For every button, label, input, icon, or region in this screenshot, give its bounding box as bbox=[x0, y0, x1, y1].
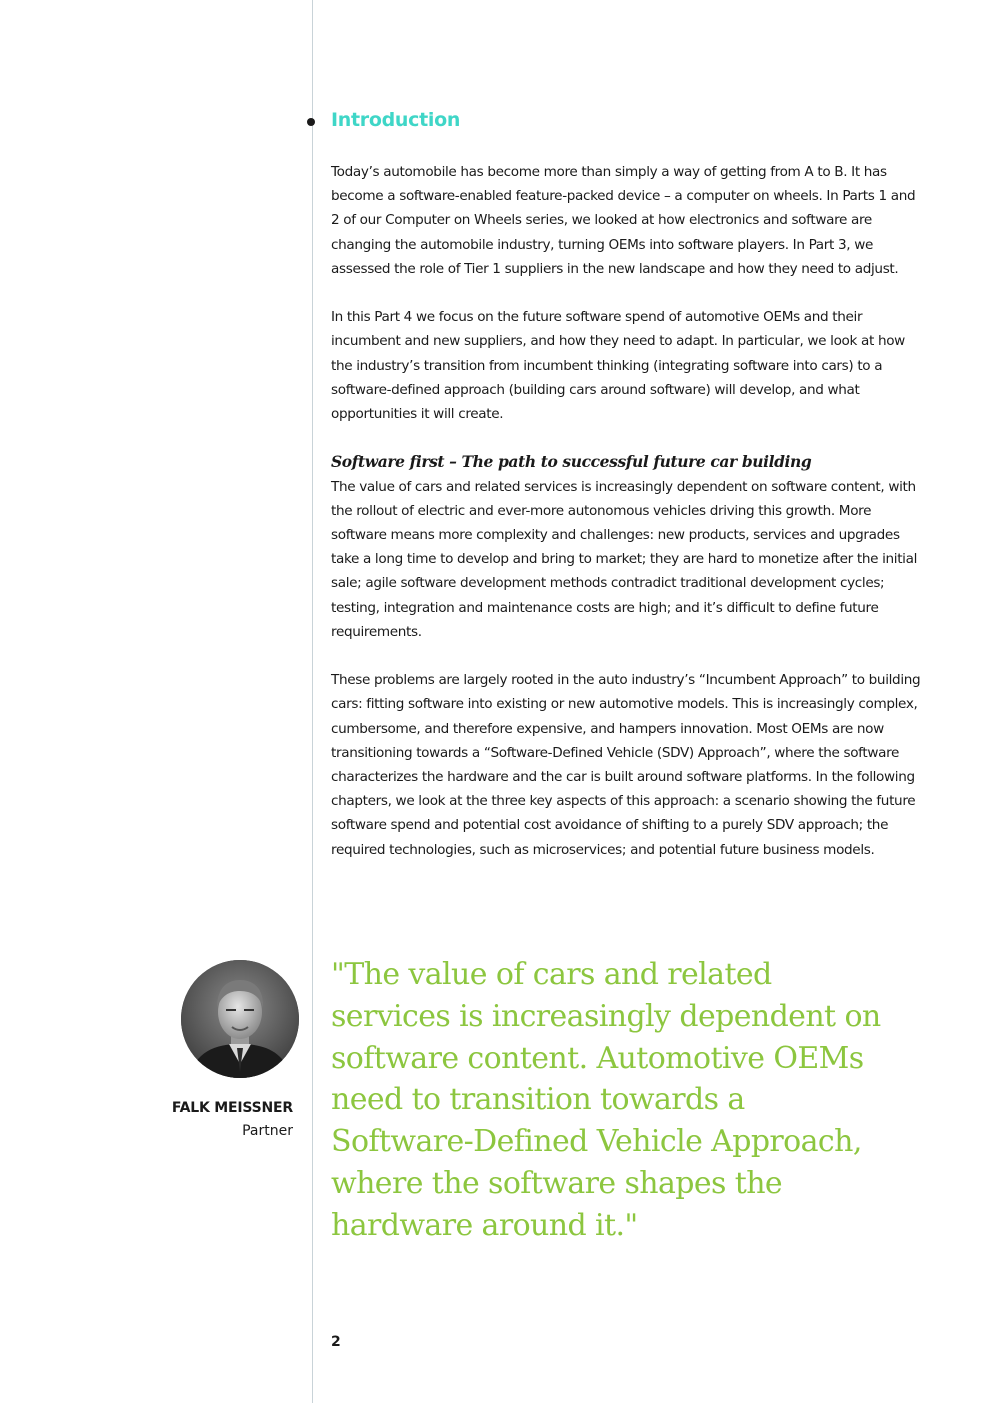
paragraph: The value of cars and related services is increasingly dependent on software content, with the rollout of electric and ever-more autonomous vehicles driving this growth. More software means more complexity and challenges: new products, services and upgrades take a long time to develop and bring to market; they are hard to monetize after the initial sale; agile software development methods contradict traditional development cycles; testing, integration and maintenance costs are high; and it’s difficult to define future requirements. bbox=[331, 478, 918, 640]
person-name: FALK MEISSNER bbox=[171, 1100, 293, 1116]
section-heading: Introduction bbox=[331, 109, 461, 131]
paragraph: Today’s automobile has become more than simply a way of getting from A to B. It has become a software-enabled feature-packed device – a computer on wheels. In Parts 1 and 2 of our Computer on Wheels series, we looked at how electronics and software are changing the automobile industry, turning OEMs into software players. In Part 3, we assessed the role of Tier 1 suppliers in the new landscape and how they need to adjust. bbox=[331, 164, 916, 277]
heading-bullet-icon bbox=[307, 118, 315, 126]
vertical-divider bbox=[312, 0, 313, 1403]
paragraph: These problems are largely rooted in the auto industry’s “Incumbent Approach” to building cars: fitting software into existing or new automotive models. This is increasingly complex, cumbersome, and therefore expensive, and hampers innovation. Most OEMs are now transitioning towards a “Software-Defined Vehicle (SDV) Approach”, where the software characterizes the hardware and the car is built around software platforms. In the following chapters, we look at the three key aspects of this approach: a scenario showing the future software spend and potential cost avoidance of shifting to a purely SDV approach; the required technologies, such as microservices; and potential future business models. bbox=[331, 672, 921, 858]
paragraph: In this Part 4 we focus on the future software spend of automotive OEMs and their incumbent and new suppliers, and how they need to adapt. In particular, we look at how the industry’s transition from incumbent thinking (integrating software into cars) to a software-defined approach (building cars around software) will develop, and what opportunities it will create. bbox=[331, 309, 905, 423]
person-role: Partner bbox=[242, 1123, 293, 1139]
page-number: 2 bbox=[331, 1334, 341, 1350]
article-body bbox=[331, 160, 926, 886]
person-photo bbox=[181, 960, 299, 1078]
pull-quote: "The value of cars and related services is increasingly dependent on software content. Automotive OEMs need to transition towards a Software-Defined Vehicle Approach, where the software shapes the hardware around it." bbox=[331, 957, 881, 1243]
portrait-icon bbox=[181, 960, 299, 1078]
subheading: Software first – The path to successful future car building bbox=[331, 452, 812, 472]
